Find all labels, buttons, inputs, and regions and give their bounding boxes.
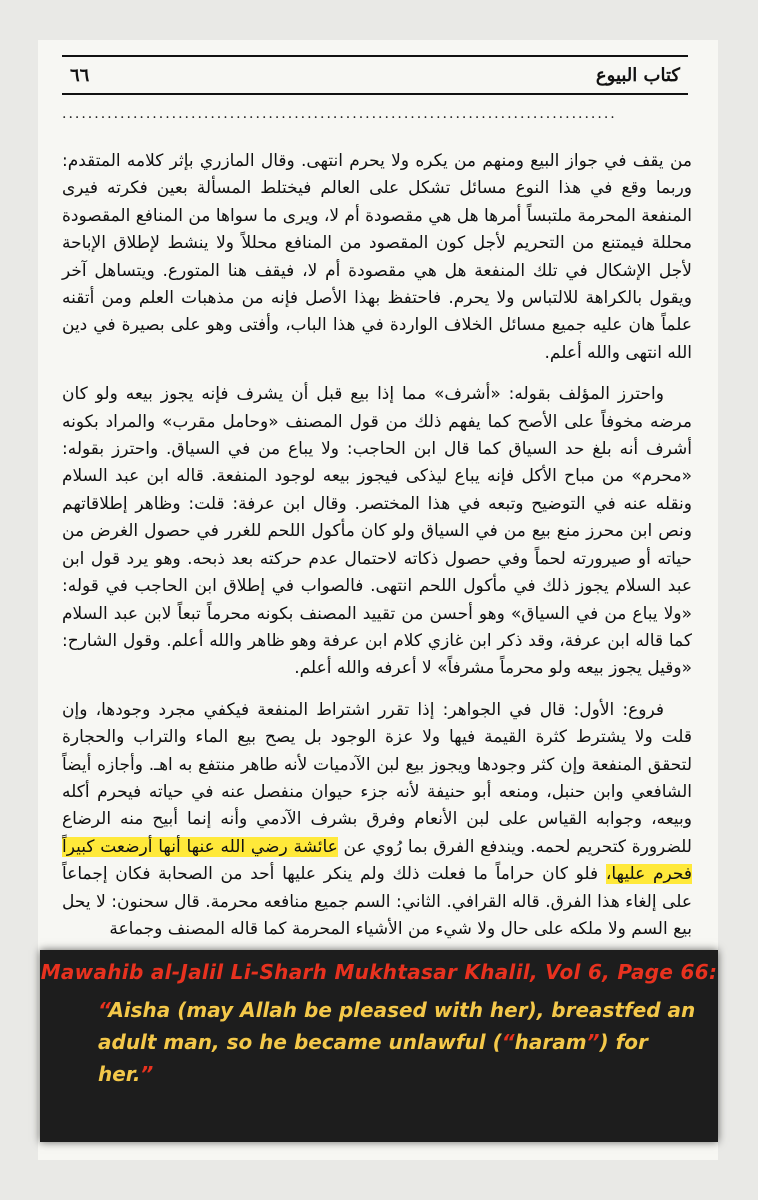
page-header [62,55,688,95]
page-body [62,148,692,957]
paragraph-1: من يقف في جواز البيع ومنهم من يكره ولا يحرم انتهى. وقال المازري بإثر كلامه المتقدم: وربما وقع في هذا النوع مسائل تشكل على العالم فيختلط المسألة بعين فكرته فيرى المنفعة المحرمة ملتبساً أمرها هل هي مقصودة أم لا، ويرى ما سواها من المنافع المقصودة محللة فيمتنع من التحريم لأجل كون المقصود من المنافع محللاً ولا ينشط لإطلاق الإباحة لأجل الإشكال في تلك المنفعة هل هي مقصودة أم لا، فيقف هنا المتورع. ويتساهل آخر ويقول بالكراهة للالتباس ولا يحرم. فاحتفظ بهذا الأصل فإنه من مذهبات العلم ومن أتقنه علماً هان عليه جميع مسائل الخلاف الواردة في هذا الباب، وأفتى وهو على بصيرة في دين الله انتهى والله أعلم. [62,151,692,363]
dotted-separator: ...................................................................................... [62,106,617,122]
paragraph-3-text-before: فروع: الأول: قال في الجواهر: إذا تقرر اشتراط المنفعة فيكفي مجرد وجودها، وإن قلت ولا يشترط كثرة القيمة فيها ولا عزة الوجود بل يصح بيع الماء والتراب والحجارة لتحقق المنفعة وإن كثر وجودها ويجوز بيع لبن الآدميات لأنه طاهر منتفع به اهـ. وأجازه أيضاً الشافعي وابن حنبل، ومنعه أبو حنيفة لأنه جزء حيوان منفصل عنه في حياته فيحرم أكله وبيعه، وجوابه القياس على لبن الأنعام وفرق بشرف الآدمي وأنه إنما أبيح منه الرضاع للضرورة كتحريم لحمه. ويندفع الفرق بما رُوي عن [62,699,692,857]
highlighted-text: عائشة رضي الله عنها أنها أرضعت كبيراً فحرم عليها، [62,836,692,885]
caption-overlay [40,950,718,1142]
close-quote-mark: ” [140,1062,154,1086]
paragraph-2: واحترز المؤلف بقوله: «أشرف» مما إذا بيع قبل أن يشرف فإنه يجوز بيعه ولو كان مرضه مخوفاً على الأصح كما يفهم ذلك من قول المصنف «وحامل مقرب» والمراد بكونه أشرف أنه بلغ حد السياق كما قال ابن الحاجب: ولا يباع من في السياق. واحترز بقوله: «محرم» من مباح الأكل فإنه يباع ليذكى فيجوز بيعه لوجود المنفعة. قاله ابن عبد السلام ونقله عنه في التوضيح وتبعه في هذا المختصر. وقال ابن عرفة: قلت: وظاهر إطلاقاتهم ونص ابن محرز منع بيع من في السياق ولو كان مأكول اللحم للغرر في حصول الغرض من حياته أو صيرورته لحماً وفي حصول ذكاته لاحتمال عدم حركته بعد ذبحه. وهو يرد قول ابن عبد السلام يجوز ذلك في مأكول اللحم انتهى. فالصواب في إطلاق ابن الحاجب في قوله: «ولا يباع من في السياق» وهو أحسن من تقييد المصنف بكونه محرماً تبعاً لابن عبد السلام كما قاله ابن عرفة، وقد ذكر ابن غازي كلام ابن عرفة وهو ظاهر والله أعلم. وقول الشارح: «وقيل يجوز بيعه ولو محرماً مشرفاً» لا أعرفه والله أعلم. [62,384,692,679]
inner-close-quote-mark: ” [586,1030,600,1054]
quote-text-2: ) for her. [98,1030,648,1086]
quote-word: haram [514,1030,587,1054]
source-citation: Mawahib al-Jalil Li-Sharh Mukhtasar Khalil, Vol 6, Page 66: [40,960,718,984]
chapter-title: كتاب البيوع [595,64,680,86]
page-number: ٦٦ [70,64,90,86]
open-quote-mark: “ [98,998,109,1022]
translated-quote [98,994,698,1090]
paragraph-3 [62,697,692,944]
inner-open-quote-mark: “ [501,1030,515,1054]
paragraph-3-text-after: فلو كان حراماً ما فعلت ذلك ولم ينكر عليها أحد من الصحابة فكان إجماعاً على إلغاء هذا الفرق. قاله القرافي. الثاني: السم جميع منافعه محرمة. قال سحنون: لا يحل بيع السم ولا ملكه على حال ولا شيء من الأشياء المحرمة كما قاله المصنف وجماعة [62,864,692,939]
quote-text-1: Aisha (may Allah be pleased with her), breastfed an adult man, so he became unlawful ( [98,998,696,1054]
